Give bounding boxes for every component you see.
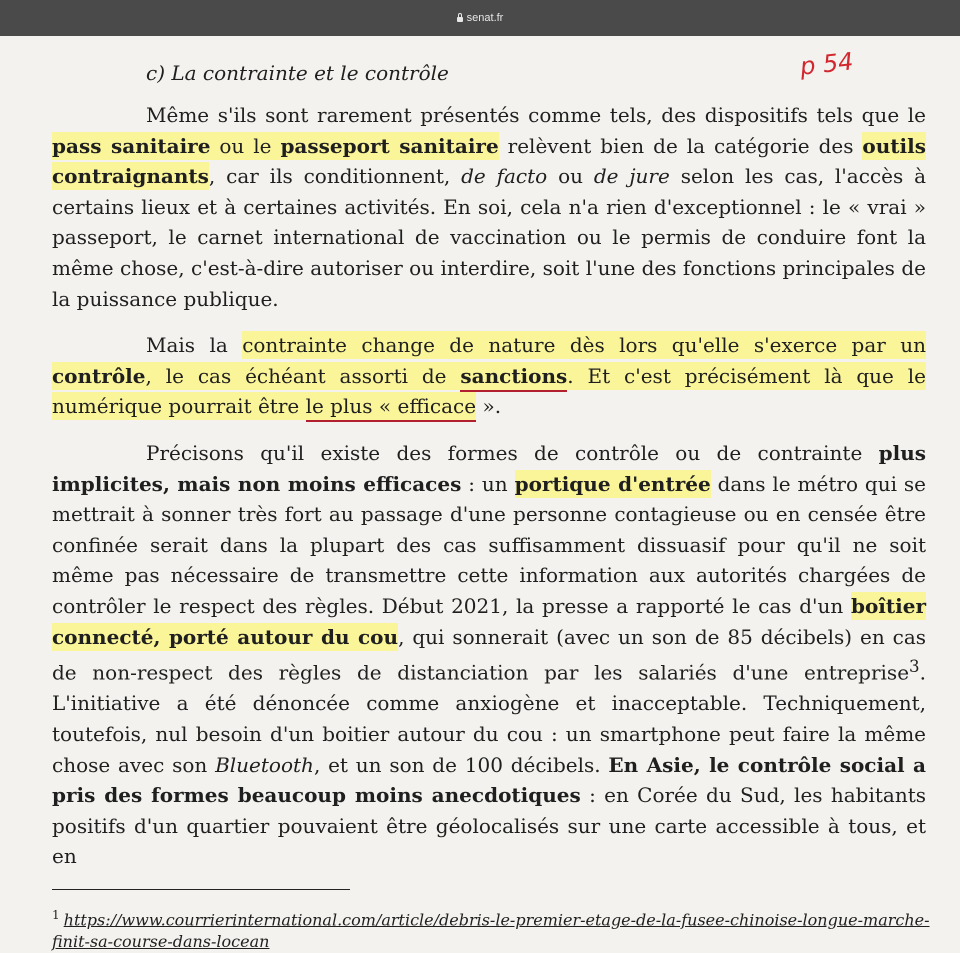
highlight-underlined-sanctions: sanctions [460,362,567,392]
text: dans le métro qui se mettrait à sonner très fort au passage d'une personne contagieuse ou en censée être confinée serait dans la plupart des cas suffisamment dissuasif pour qu'il ne soit même pas nécessaire de transmettre cette information aux autorités chargées de contrôler le respect des règles. Début 2021, la presse a rapporté le cas d'un [52,471,927,618]
footnote-number: 1 [52,908,60,922]
highlight-boitier: boîtier connecté, porté autour du cou [52,593,926,649]
highlight-outils-contraignants: outils contraignants [52,133,926,189]
url-display[interactable] [457,12,504,24]
italic-bluetooth: Bluetooth [215,752,314,777]
text: relèvent bien de la catégorie des [498,133,863,158]
section-heading: c) La contrainte et le contrôle [146,61,449,85]
text: : en Corée du Sud, les habitants positifs d'un quartier pouvaient être géolocalisés sur une carte accessible à tous, et en [52,783,927,869]
text: : un [461,471,515,496]
lock-icon [457,17,463,22]
italic-de-jure: de jure [593,164,670,189]
highlight-pass-sanitaire: pass sanitaire [52,133,211,158]
highlight-contrainte: contrainte change de nature dès lors qu'elle s'exerce par un [242,333,926,358]
handwritten-page-annotation: p 54 [798,47,855,81]
text: , car ils conditionnent, [208,164,462,189]
paragraph-2 [52,330,926,422]
highlight-bold-controle: contrôle [52,363,146,388]
bold-asie: En Asie, le contrôle social a pris des formes beaucoup moins anecdotiques [52,752,927,808]
highlight-text: ou le [210,133,281,158]
text: , qui sonnerait (avec un son de 85 décibels) en cas de non-respect des règles de distanciation par les salariés d'une entreprise [52,624,927,685]
paragraph-3 [52,438,926,872]
footnote-ref[interactable]: 3 [909,657,920,677]
highlight-passeport-sanitaire: passeport sanitaire [280,133,499,158]
browser-address-bar[interactable] [0,0,960,36]
paragraph-1 [52,100,926,314]
highlight-text: . Et c'est précisément là que le numérique pourrait être [52,363,926,419]
highlight-underlined-efficace: le plus « efficace [306,392,477,422]
text: ». [476,394,502,419]
bold-implicites: plus implicites, mais non moins efficaces [52,440,926,496]
footnote-link[interactable]: https://www.courrierinternational.com/article/debris-le-premier-etage-de-la-fusee-chinoise-longue-marche-finit-sa-course-dans-locean [52,910,930,952]
highlight-text: , le cas échéant assorti de [145,363,461,388]
text: . L'initiative a été dénoncée comme anxiogène et inacceptable. Techniquement, toutefois, nul besoin d'un boitier autour du cou : un smartphone peut faire la même chose avec son [52,660,926,777]
italic-de-facto: de facto [461,164,548,189]
url-text: senat.fr [466,12,504,24]
highlight-portique: portique d'entrée [514,471,711,496]
text: Même s'ils sont rarement présentés comme tels, des dispositifs tels que le [146,103,926,127]
text: selon les cas, l'accès à certains lieux et à certaines activités. En soi, cela n'a rien d'exceptionnel : le « vrai » passeport, le carnet international de vaccination ou le permis de conduire font la même chose, c'est-à-dire autoriser ou interdire, soit l'une des fonctions principales de la puissance publique. [52,164,927,311]
text: , et un son de 100 décibels. [313,752,609,777]
footnote-divider [52,889,350,890]
text: ou [547,164,594,189]
text: Précisons qu'il existe des formes de contrôle ou de contrainte [146,440,879,465]
text: Mais la [146,333,243,358]
footnote [52,904,932,953]
document-page [52,36,926,888]
